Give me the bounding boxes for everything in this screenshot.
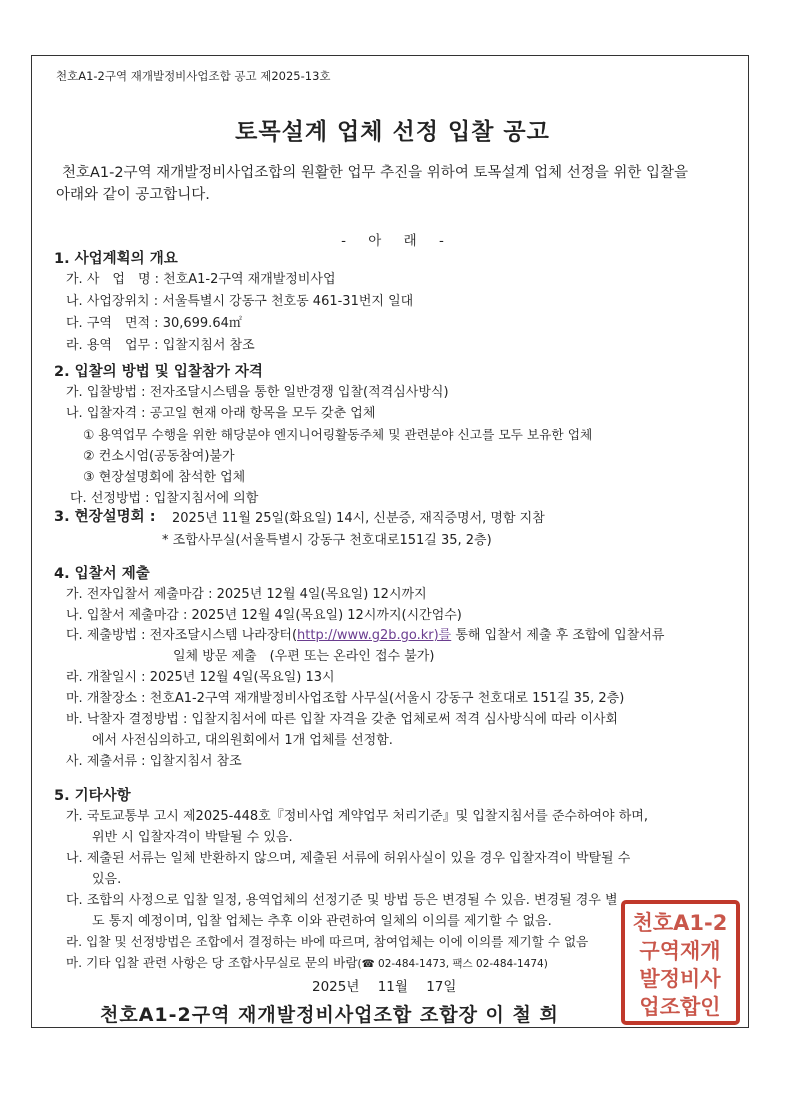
intro-line-2: 아래와 같이 공고합니다. [56,187,210,203]
section-5-title: 5. 기타사항 [54,788,131,804]
signer: 천호A1-2구역 재개발정비사업조합 조합장 이 철 희 [100,1004,559,1026]
briefing-schedule: 2025년 11월 25일(화요일) 14시, 신분증, 재직증명서, 명함 지참 [172,511,545,526]
svg-text:구역재개: 구역재개 [639,939,721,963]
section-4-item-da-cont: 일체 방문 제출 (우편 또는 온라인 접수 불가) [173,649,435,664]
section-2-item: 다. 선정방법 : 입찰지침서에 의함 [70,491,259,506]
section-2-subitem: ③ 현장설명회에 참석한 업체 [83,470,246,485]
section-2-item: 나. 입찰자격 : 공고일 현재 아래 항목을 모두 갖춘 업체 [66,406,376,421]
section-4-item: 마. 개찰장소 : 천호A1-2구역 재개발정비사업조합 사무실(서울시 강동구 천호대로 151길 35, 2층) [66,691,625,706]
section-2-subitem: ② 컨소시엄(공동참여)불가 [83,449,235,464]
section-4-item: 바. 낙찰자 결정방법 : 입찰지침서에 따른 입찰 자격을 갖춘 업체로써 적격 심사방식에 따라 이사회 [66,712,618,727]
section-4-title: 4. 입찰서 제출 [54,566,150,582]
svg-text:천호A1-2: 천호A1-2 [632,911,728,935]
intro-line-1: 천호A1-2구역 재개발정비사업조합의 원활한 업무 추진을 위하여 토목설계 업체 선정을 위한 입찰을 [62,165,688,181]
da-suffix: 통해 입찰서 제출 후 조합에 입찰서류 [451,628,665,643]
section-2-item: 가. 입찰방법 : 전자조달시스템을 통한 일반경쟁 입찰(적격심사방식) [66,385,449,400]
section-5-item-cont: 도 통지 예정이며, 입찰 업체는 추후 이와 관련하여 일체의 이의를 제기할 수 없음. [92,914,552,929]
section-5-item-cont: 위반 시 입찰자격이 박탈될 수 있음. [92,830,293,845]
intro-paragraph [56,162,726,206]
document-title: 토목설계 업체 선정 입찰 공고 [235,119,550,145]
section-5-item-ma [66,952,548,971]
section-4-item: 나. 입찰서 제출마감 : 2025년 12월 4일(목요일) 12시까지(시간엄수) [66,608,462,623]
union-seal-stamp [619,898,742,1027]
section-1-item: 나. 사업장위치 : 서울특별시 강동구 천호동 461-31번지 일대 [66,294,414,309]
section-4-item-cont: 에서 사전심의하고, 대의원회에서 1개 업체를 선정함. [92,733,393,748]
section-4-item: 가. 전자입찰서 제출마감 : 2025년 12월 4일(목요일) 12시까지 [66,587,427,602]
section-5-item: 라. 입찰 및 선정방법은 조합에서 결정하는 바에 따르며, 참여업체는 이에 이의를 제기할 수 없음 [66,934,589,949]
svg-text:발정비사: 발정비사 [639,967,721,991]
section-1-item: 다. 구역 면적 : 30,699.64㎡ [66,316,242,331]
section-5-item: 다. 조합의 사정으로 입찰 일정, 용역업체의 선정기준 및 방법 등은 변경될 수 있음. 변경될 경우 별 [66,893,618,908]
below-note: - 아 래 - [341,233,444,249]
notice-number: 천호A1-2구역 재개발정비사업조합 공고 제2025-13호 [56,69,331,83]
section-4-item: 라. 개찰일시 : 2025년 12월 4일(목요일) 13시 [66,670,335,685]
briefing-location: * 조합사무실(서울특별시 강동구 천호대로151길 35, 2층) [162,533,492,548]
notice-date: 2025년 11월 17일 [312,979,457,995]
section-4-item: 사. 제출서류 : 입찰지침서 참조 [66,754,242,769]
section-3-title: 3. 현장설명회 : [54,509,156,525]
svg-text:업조합인: 업조합인 [639,995,721,1019]
section-4-item-da [66,624,664,643]
section-1-item: 가. 사 업 명 : 천호A1-2구역 재개발정비사업 [66,272,336,287]
section-5-item: 나. 제출된 서류는 일체 반환하지 않으며, 제출된 서류에 허위사실이 있을 경우 입찰자격이 박탈될 수 [66,851,631,866]
section-1-item: 라. 용역 업무 : 입찰지침서 참조 [66,338,255,353]
section-1-title: 1. 사업계획의 개요 [54,251,178,267]
section-2-title: 2. 입찰의 방법 및 입찰참가 자격 [54,364,263,380]
da-prefix: 다. 제출방법 : 전자조달시스템 나라장터( [66,628,298,643]
section-5-item: 가. 국토교통부 고시 제2025-448호『정비사업 계약업무 처리기준』및 입찰지침서를 준수하여야 하며, [66,809,648,824]
g2b-link[interactable]: http://www.g2b.go.kr)를 [297,628,452,643]
ma-prefix: 마. 기타 입찰 관련 사항은 당 조합사무실로 문의 바람 [66,955,358,970]
section-2-subitem: ① 용역업무 수행을 위한 해당분야 엔지니어링활동주체 및 관련분야 신고를 모두 보유한 업체 [83,427,593,442]
contact-info: (☎ 02-484-1473, 팩스 02-484-1474) [357,958,548,970]
section-5-item-cont: 있음. [92,872,122,887]
